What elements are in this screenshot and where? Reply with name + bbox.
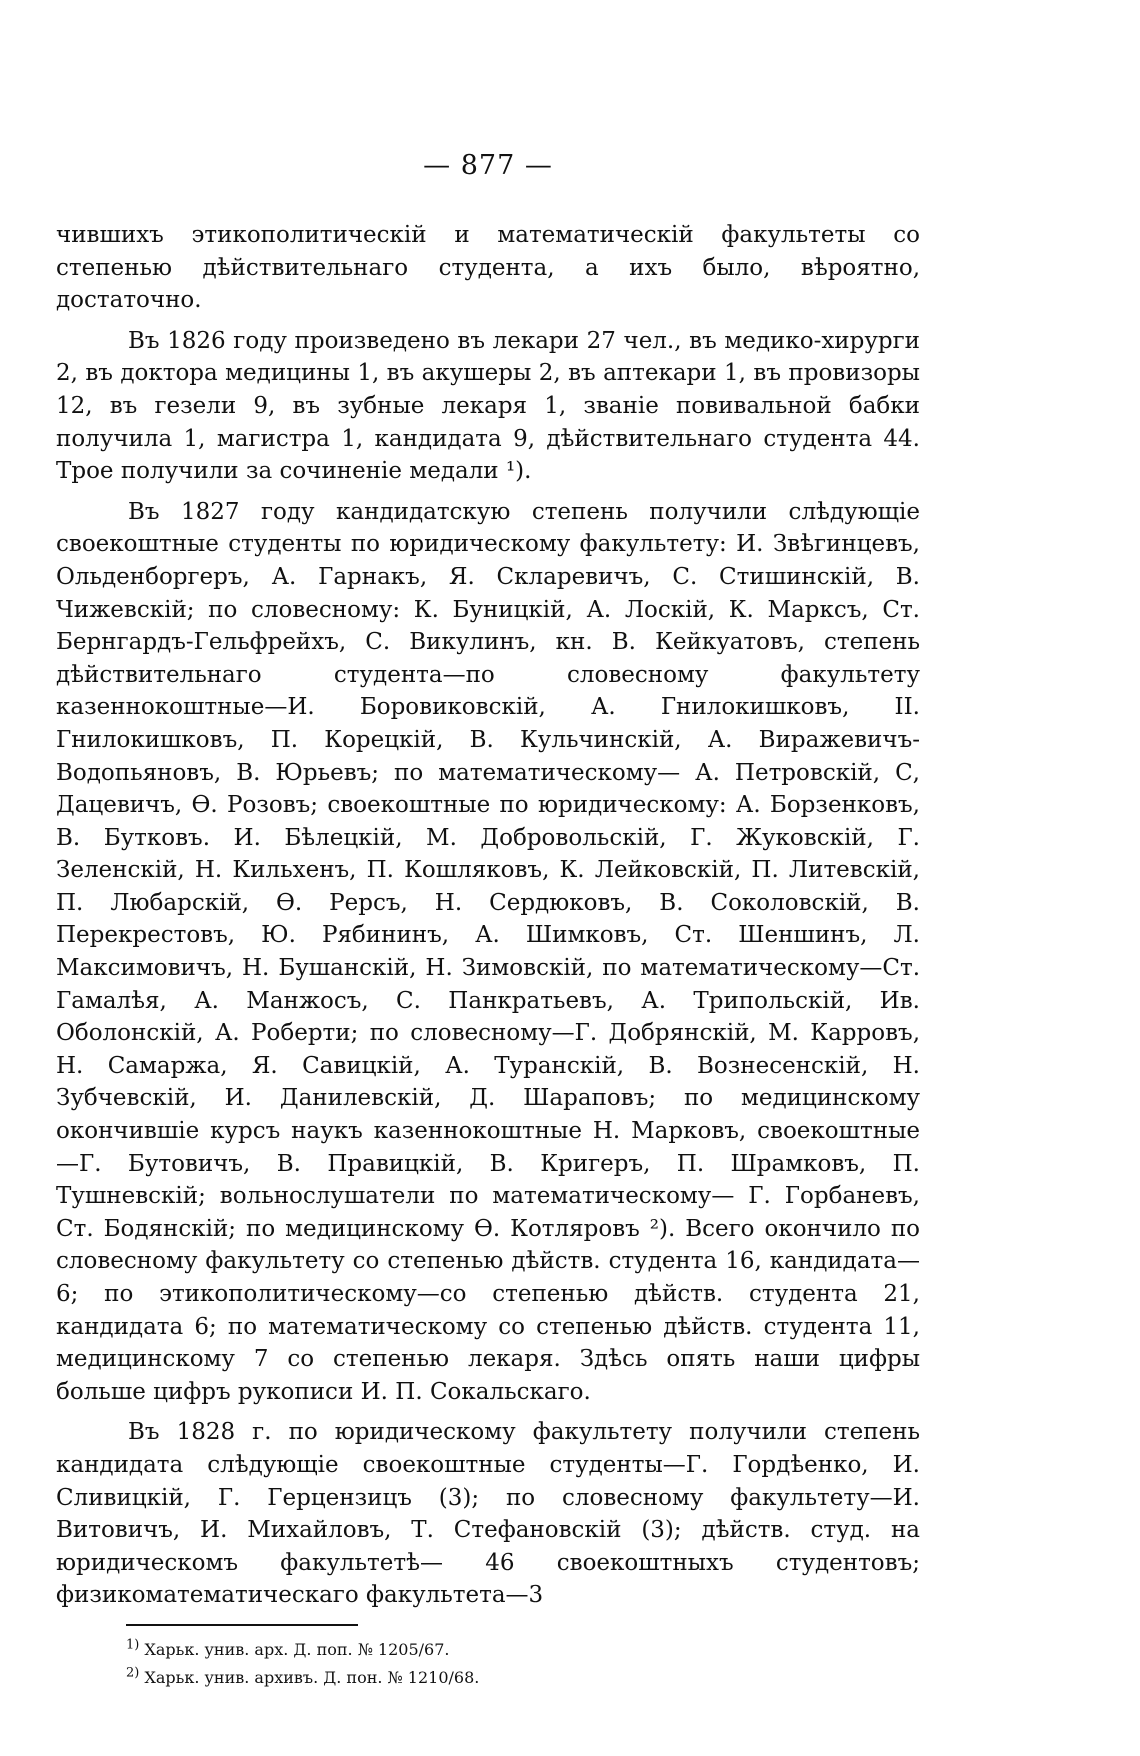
footnote-1 [126,1636,920,1664]
paragraph-4: Въ 1828 г. по юридическому факультету получили степень кандидата слѣдующіе своекоштные студенты—Г. Гордѣенко, И. Сливицкій, Г. Герцензицъ (3); по словесному факультету—И. Витовичъ, И. Михайловъ, Т. Стефановскій (3); дѣйств. студ. на юридическомъ факультетѣ— 46 своекоштныхъ студентовъ; физикоматематическаго факультета—3 [56,1419,920,1609]
footnote-text: Харьк. унив. арх. Д. поп. № 1205/67. [144,1639,450,1659]
footnote-mark: 1) [126,1637,140,1653]
footnote-divider [126,1624,358,1626]
footnote-mark: 2) [126,1665,140,1681]
footnote-2 [126,1664,920,1692]
document-page [56,150,920,1692]
footnotes [56,1636,920,1692]
paragraph-2: Въ 1826 году произведено въ лекари 27 чел., въ медико-хирурги 2, въ доктора медицины 1, въ акушеры 2, въ аптекари 1, въ провизоры 12, въ гезели 9, въ зубные лекаря 1, званіе повивальной бабки получила 1, магистра 1, кандидата 9, дѣйствительнаго студента 44. Трое получили за сочиненіе медали ¹). [56,327,920,485]
footnote-text: Харьк. унив. архивъ. Д. пон. № 1210/68. [144,1667,480,1687]
body-text [56,219,920,1612]
paragraph-1: чившихъ этикополитическій и математическій факультеты со степенью дѣйствительнаго студента, а ихъ было, вѣроятно, достаточно. [56,222,920,314]
page-number: — 877 — [423,150,553,181]
paragraph-3: Въ 1827 году кандидатскую степень получили слѣдующіе своекоштные студенты по юридическому факультету: И. Звѣгинцевъ, Ольденборгеръ, А. Гарнакъ, Я. Скларевичъ, С. Стишинскій, В. Чижевскій; по словесному: К. Буницкій, А. Лоскій, К. Марксъ, Ст. Бернгардъ-Гельфрейхъ, С. Викулинъ, кн. В. Кейкуатовъ, степень дѣйствительнаго студента—по словесному факультету казеннокоштные—И. Боровиковскій, А. Гнилокишковъ, II. Гнилокишковъ, П. Корецкій, В. Кульчинскій, А. Виражевичъ-Водопьяновъ, В. Юрьевъ; по математическому— А. Петровскій, С, Дацевичъ, Ѳ. Розовъ; своекоштные по юридическому: А. Борзенковъ, В. Бутковъ. И. Бѣлецкій, М. Добровольскій, Г. Жуковскій, Г. Зеленскій, Н. Кильхенъ, П. Кошляковъ, К. Лейковскій, П. Литевскій, П. Любарскій, Ѳ. Рерсъ, Н. Сердюковъ, В. Соколовскій, В. Перекрестовъ, Ю. Рябининъ, А. Шимковъ, Ст. Шеншинъ, Л. Максимовичъ, Н. Бушанскій, Н. Зимовскій, по математическому—Ст. Гамалѣя, А. Манжосъ, С. Панкратьевъ, А. Трипольскій, Ив. Оболонскій, А. Роберти; по словесному—Г. Добрянскій, М. Карровъ, Н. Самаржа, Я. Савицкій, А. Туранскій, В. Вознесенскій, Н. Зубчевскій, И. Данилевскій, Д. Шараповъ; по медицинскому окончившіе курсъ наукъ казеннокоштные Н. Марковъ, своекоштные—Г. Бутовичъ, В. Правицкій, В. Кригеръ, П. Шрамковъ, П. Тушневскій; вольнослушатели по математическому— Г. Горбаневъ, Ст. Бодянскій; по медицинскому Ѳ. Котляровъ ²). Всего окончило по словесному факультету со степенью дѣйств. студента 16, кандидата—6; по этикополитическому—со степенью дѣйств. студента 21, кандидата 6; по математическому со степенью дѣйств. студента 11, медицинскому 7 со степенью лекаря. Здѣсь опять наши цифры больше цифръ рукописи И. П. Сокальскаго. [56,498,920,1405]
